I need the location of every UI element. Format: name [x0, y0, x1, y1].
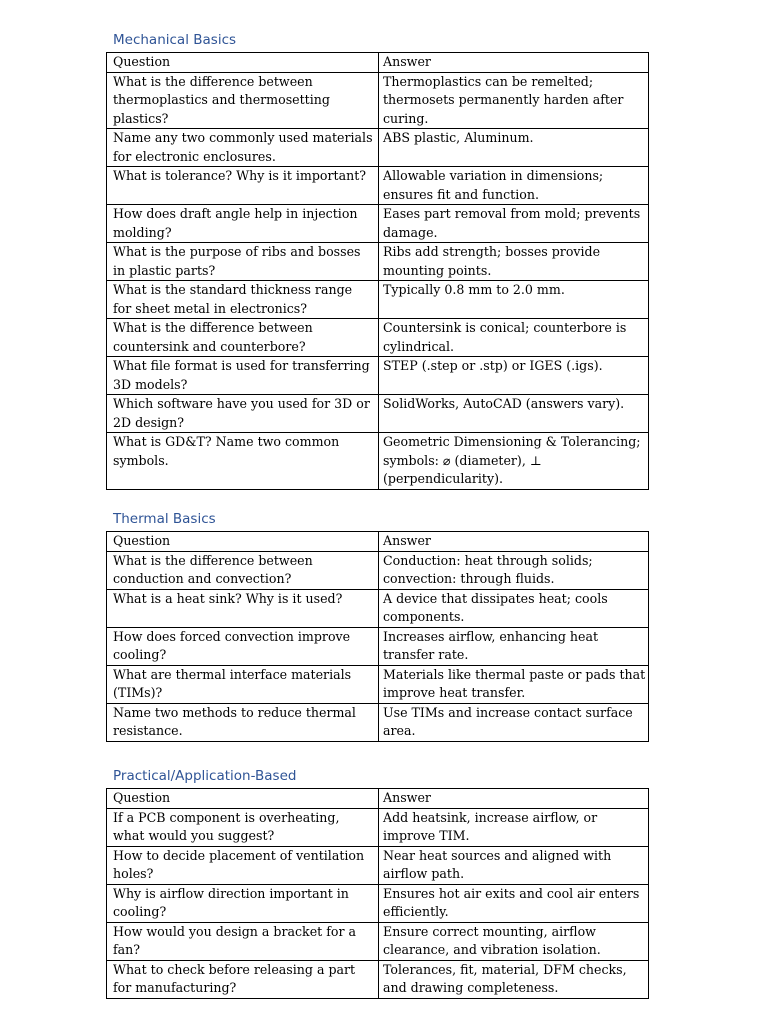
header-cell-question: Question	[107, 532, 379, 552]
answer-cell: Countersink is conical; counterbore is cylindrical.	[379, 319, 649, 357]
table-row	[107, 167, 649, 205]
answer-cell: Typically 0.8 mm to 2.0 mm.	[379, 281, 649, 319]
header-cell-answer: Answer	[379, 789, 649, 809]
answer-cell: Eases part removal from mold; prevents damage.	[379, 205, 649, 243]
table-row	[107, 433, 649, 490]
answer-cell: Materials like thermal paste or pads that improve heat transfer.	[379, 665, 649, 703]
answer-cell: Use TIMs and increase contact surface area.	[379, 703, 649, 741]
question-cell: What is GD&T? Name two common symbols.	[107, 433, 379, 490]
question-cell: What is the difference between thermoplastics and thermosetting plastics?	[107, 72, 379, 129]
table-row	[107, 884, 649, 922]
table-row	[107, 846, 649, 884]
table-row	[107, 72, 649, 129]
table-row	[107, 319, 649, 357]
table-row	[107, 243, 649, 281]
table-thermal	[106, 531, 649, 742]
question-cell: Name any two commonly used materials for electronic enclosures.	[107, 129, 379, 167]
question-cell: How to decide placement of ventilation holes?	[107, 846, 379, 884]
question-cell: What is the purpose of ribs and bosses in plastic parts?	[107, 243, 379, 281]
question-cell: What file format is used for transferring 3D models?	[107, 357, 379, 395]
table-header-row	[107, 532, 649, 552]
answer-cell: Ribs add strength; bosses provide mounting points.	[379, 243, 649, 281]
header-cell-answer: Answer	[379, 53, 649, 73]
table-row	[107, 589, 649, 627]
answer-cell: Near heat sources and aligned with airflow path.	[379, 846, 649, 884]
question-cell: What to check before releasing a part for manufacturing?	[107, 960, 379, 998]
table-header-row	[107, 789, 649, 809]
question-cell: Why is airflow direction important in cooling?	[107, 884, 379, 922]
answer-cell: Tolerances, fit, material, DFM checks, and drawing completeness.	[379, 960, 649, 998]
table-header-row	[107, 53, 649, 73]
table-row	[107, 357, 649, 395]
answer-cell: STEP (.step or .stp) or IGES (.igs).	[379, 357, 649, 395]
question-cell: If a PCB component is overheating, what would you suggest?	[107, 808, 379, 846]
question-cell: What is tolerance? Why is it important?	[107, 167, 379, 205]
question-cell: Which software have you used for 3D or 2D design?	[107, 395, 379, 433]
table-row	[107, 281, 649, 319]
table-mechanical	[106, 52, 649, 490]
question-cell: How does forced convection improve cooling?	[107, 627, 379, 665]
header-cell-answer: Answer	[379, 532, 649, 552]
answer-cell: Add heatsink, increase airflow, or improve TIM.	[379, 808, 649, 846]
section-heading-mechanical: Mechanical Basics	[113, 32, 237, 48]
answer-cell: SolidWorks, AutoCAD (answers vary).	[379, 395, 649, 433]
answer-cell: Ensures hot air exits and cool air enters efficiently.	[379, 884, 649, 922]
question-cell: What is a heat sink? Why is it used?	[107, 589, 379, 627]
answer-cell: Allowable variation in dimensions; ensures fit and function.	[379, 167, 649, 205]
section-heading-practical: Practical/Application-Based	[113, 768, 297, 784]
question-cell: How would you design a bracket for a fan?	[107, 922, 379, 960]
table-practical	[106, 788, 649, 999]
answer-cell: ABS plastic, Aluminum.	[379, 129, 649, 167]
answer-cell: Thermoplastics can be remelted; thermosets permanently harden after curing.	[379, 72, 649, 129]
table-row	[107, 703, 649, 741]
answer-cell: Ensure correct mounting, airflow clearance, and vibration isolation.	[379, 922, 649, 960]
table-row	[107, 395, 649, 433]
answer-cell: Conduction: heat through solids; convection: through fluids.	[379, 551, 649, 589]
table-row	[107, 808, 649, 846]
table-row	[107, 205, 649, 243]
answer-cell: Increases airflow, enhancing heat transfer rate.	[379, 627, 649, 665]
question-cell: What is the difference between conduction and convection?	[107, 551, 379, 589]
table-row	[107, 129, 649, 167]
question-cell: What is the standard thickness range for sheet metal in electronics?	[107, 281, 379, 319]
question-cell: Name two methods to reduce thermal resistance.	[107, 703, 379, 741]
table-row	[107, 960, 649, 998]
header-cell-question: Question	[107, 789, 379, 809]
section-heading-thermal: Thermal Basics	[113, 511, 216, 527]
question-cell: What is the difference between countersink and counterbore?	[107, 319, 379, 357]
table-row	[107, 665, 649, 703]
header-cell-question: Question	[107, 53, 379, 73]
question-cell: How does draft angle help in injection molding?	[107, 205, 379, 243]
answer-cell: A device that dissipates heat; cools components.	[379, 589, 649, 627]
answer-cell: Geometric Dimensioning & Tolerancing; symbols: ⌀ (diameter), ⊥ (perpendicularity).	[379, 433, 649, 490]
table-row	[107, 551, 649, 589]
table-row	[107, 627, 649, 665]
table-row	[107, 922, 649, 960]
question-cell: What are thermal interface materials (TIMs)?	[107, 665, 379, 703]
